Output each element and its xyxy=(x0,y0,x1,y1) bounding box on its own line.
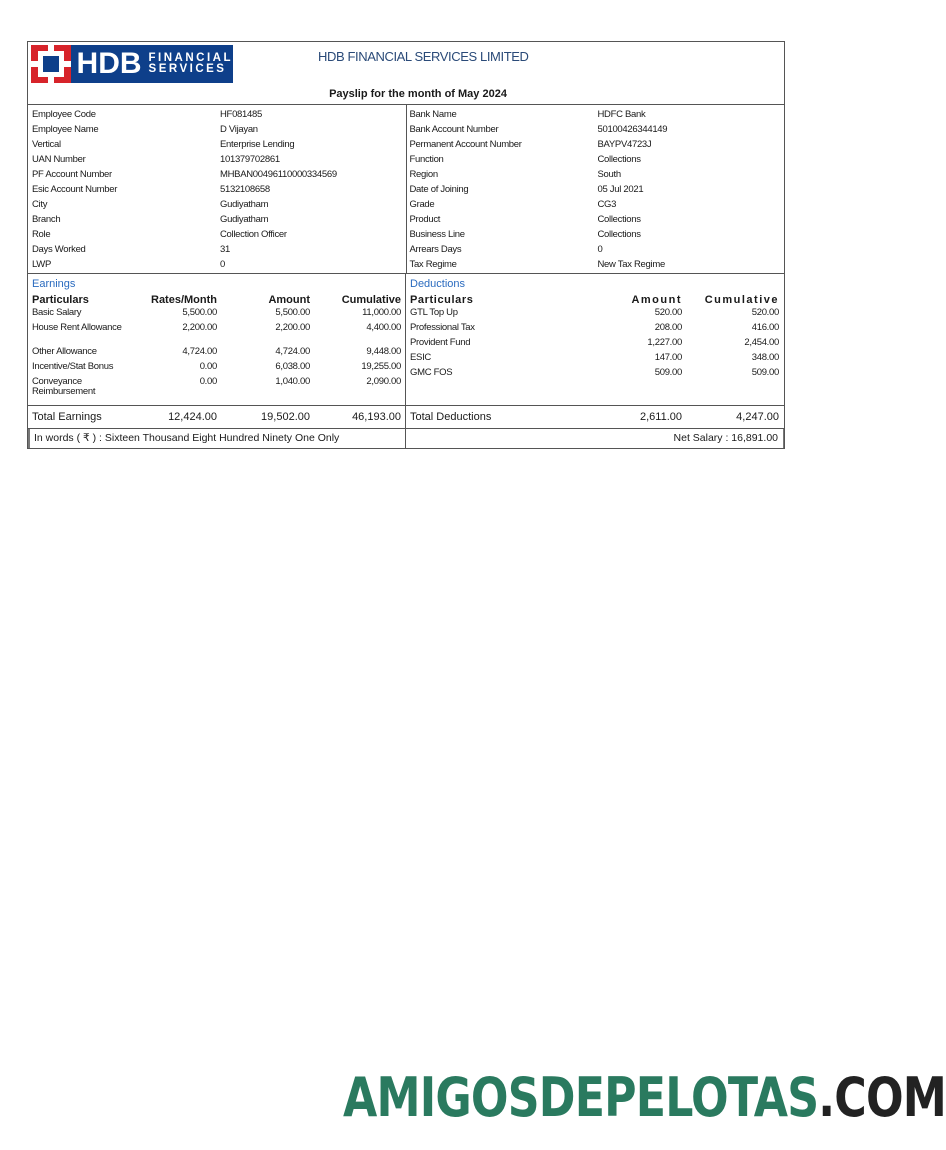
info-value: Enterprise Lending xyxy=(220,139,295,150)
summary-row xyxy=(28,428,784,448)
earning-rate: 4,724.00 xyxy=(182,346,217,357)
info-row xyxy=(28,137,406,152)
info-value: D Vijayan xyxy=(220,124,258,135)
total-deductions-cumulative: 4,247.00 xyxy=(736,411,779,423)
info-label: Bank Name xyxy=(409,109,457,120)
info-label: Employee Name xyxy=(32,124,99,135)
total-earnings-rate: 12,424.00 xyxy=(168,411,217,423)
col-particulars: Particulars xyxy=(32,294,89,306)
deductions-row xyxy=(406,308,784,323)
info-value: Collection Officer xyxy=(220,229,287,240)
info-value: Gudiyatham xyxy=(220,214,269,225)
earning-amount: 5,500.00 xyxy=(275,307,310,318)
watermark-tld: .COM xyxy=(818,1066,946,1129)
earning-rate: 0.00 xyxy=(199,376,217,387)
info-value: 05 Jul 2021 xyxy=(597,184,644,195)
total-earnings-label: Total Earnings xyxy=(32,411,102,423)
info-value: Collections xyxy=(597,214,641,225)
net-salary: Net Salary : 16,891.00 xyxy=(406,429,784,448)
info-label: Employee Code xyxy=(32,109,96,120)
info-value: CG3 xyxy=(597,199,617,210)
earning-name: House Rent Allowance xyxy=(32,322,122,333)
earnings-deductions xyxy=(28,274,784,405)
deductions-row xyxy=(406,338,784,353)
info-row xyxy=(28,227,406,242)
info-label: Arrears Days xyxy=(409,244,462,255)
earning-cumulative: 19,255.00 xyxy=(361,361,401,372)
watermark xyxy=(343,1066,946,1129)
info-label: Function xyxy=(409,154,444,165)
deduction-cumulative: 520.00 xyxy=(751,307,779,318)
deductions-section xyxy=(406,274,784,405)
deduction-amount: 1,227.00 xyxy=(647,337,682,348)
earnings-row xyxy=(28,347,405,362)
earning-cumulative: 4,400.00 xyxy=(366,322,401,333)
earnings-header xyxy=(28,292,405,308)
info-row xyxy=(407,197,785,212)
deduction-amount: 208.00 xyxy=(654,322,682,333)
info-label: Grade xyxy=(409,199,435,210)
deduction-name: GMC FOS xyxy=(410,367,453,378)
info-row xyxy=(28,197,406,212)
info-label: PF Account Number xyxy=(32,169,112,180)
info-row xyxy=(28,107,406,122)
info-value: Collections xyxy=(597,154,641,165)
total-deductions-amount: 2,611.00 xyxy=(639,411,682,423)
info-row xyxy=(407,212,785,227)
earning-rate: 5,500.00 xyxy=(182,307,217,318)
earning-cumulative: 9,448.00 xyxy=(366,346,401,357)
totals-row xyxy=(28,405,784,428)
earnings-section xyxy=(28,274,406,405)
info-row xyxy=(28,242,406,257)
payslip-header xyxy=(28,42,784,105)
earning-rate: 2,200.00 xyxy=(182,322,217,333)
earning-cumulative: 2,090.00 xyxy=(366,376,401,387)
info-value: Collections xyxy=(597,229,641,240)
info-row xyxy=(407,257,785,272)
earning-cumulative: 11,000.00 xyxy=(362,307,401,318)
earning-name: Basic Salary xyxy=(32,307,82,318)
info-value: BAYPV4723J xyxy=(597,139,652,150)
info-row xyxy=(407,152,785,167)
watermark-main: AMIGOSDEPELOTAS xyxy=(343,1066,819,1129)
info-row xyxy=(407,107,785,122)
total-earnings xyxy=(28,406,406,428)
info-value: 0 xyxy=(597,244,603,255)
info-row xyxy=(28,167,406,182)
info-row xyxy=(28,212,406,227)
col-amount: Amount xyxy=(631,294,682,306)
info-value: South xyxy=(597,169,621,180)
earning-amount: 4,724.00 xyxy=(275,346,310,357)
company-logo xyxy=(31,45,233,83)
info-label: City xyxy=(32,199,48,210)
earning-name: Conveyance Reimbursement xyxy=(32,376,96,397)
info-label: Branch xyxy=(32,214,61,225)
col-rates: Rates/Month xyxy=(151,294,217,306)
info-label: Product xyxy=(409,214,441,225)
info-label: Tax Regime xyxy=(409,259,457,270)
info-label: Permanent Account Number xyxy=(409,139,522,150)
earning-name: Other Allowance xyxy=(32,346,97,357)
info-row xyxy=(28,152,406,167)
info-value: 101379702861 xyxy=(220,154,280,165)
info-label: UAN Number xyxy=(32,154,86,165)
info-value: HF081485 xyxy=(220,109,262,120)
logo-subtitle xyxy=(149,53,233,75)
deductions-title: Deductions xyxy=(410,278,466,290)
col-cumulative: Cumulative xyxy=(341,294,401,306)
payslip-period: Payslip for the month of May 2024 xyxy=(329,88,507,100)
deduction-amount: 509.00 xyxy=(654,367,682,378)
earnings-row xyxy=(28,362,405,377)
info-label: Days Worked xyxy=(32,244,86,255)
info-row xyxy=(407,227,785,242)
deduction-amount: 520.00 xyxy=(654,307,682,318)
deduction-cumulative: 416.00 xyxy=(751,322,779,333)
total-earnings-cumulative: 46,193.00 xyxy=(352,411,401,423)
info-value: 5132108658 xyxy=(220,184,270,195)
info-row xyxy=(407,137,785,152)
earnings-title: Earnings xyxy=(32,278,76,290)
col-amount: Amount xyxy=(268,294,310,306)
amount-in-words: In words ( ₹ ) : Sixteen Thousand Eight Hundred Ninety One Only xyxy=(28,429,406,448)
earning-name: Incentive/Stat Bonus xyxy=(32,361,114,372)
info-row xyxy=(407,167,785,182)
info-value: HDFC Bank xyxy=(597,109,646,120)
info-value: 0 xyxy=(220,259,225,270)
logo-sub1: FINANCIAL xyxy=(148,52,233,64)
info-label: Role xyxy=(32,229,51,240)
company-name: HDB FINANCIAL SERVICES LIMITED xyxy=(318,49,529,64)
info-label: Vertical xyxy=(32,139,61,150)
employee-info-left xyxy=(28,105,407,273)
info-value: Gudiyatham xyxy=(220,199,269,210)
deduction-name: Professional Tax xyxy=(410,322,475,333)
deduction-name: Provident Fund xyxy=(410,337,471,348)
employee-info xyxy=(28,105,784,274)
deduction-cumulative: 509.00 xyxy=(751,367,779,378)
col-cumulative: Cumulative xyxy=(704,294,779,306)
earnings-row xyxy=(28,323,405,347)
earning-amount: 1,040.00 xyxy=(275,376,310,387)
info-row xyxy=(28,122,406,137)
info-row xyxy=(28,257,406,272)
earnings-row xyxy=(28,377,405,399)
info-row xyxy=(407,182,785,197)
info-value: 50100426344149 xyxy=(597,124,668,135)
logo-brand: HDB xyxy=(76,47,142,80)
earning-amount: 2,200.00 xyxy=(275,322,310,333)
info-label: Esic Account Number xyxy=(32,184,118,195)
deductions-row xyxy=(406,353,784,368)
info-row xyxy=(407,122,785,137)
earning-amount: 6,038.00 xyxy=(275,361,310,372)
deductions-row xyxy=(406,323,784,338)
earnings-row xyxy=(28,308,405,323)
deduction-cumulative: 2,454.00 xyxy=(744,337,779,348)
total-deductions-label: Total Deductions xyxy=(410,411,492,423)
deduction-cumulative: 348.00 xyxy=(751,352,779,363)
deduction-name: GTL Top Up xyxy=(410,307,458,318)
col-particulars: Particulars xyxy=(410,294,474,306)
deduction-amount: 147.00 xyxy=(654,352,682,363)
info-value: 31 xyxy=(220,244,230,255)
info-label: Date of Joining xyxy=(409,184,469,195)
info-label: Business Line xyxy=(409,229,465,240)
info-label: Region xyxy=(409,169,438,180)
total-earnings-amount: 19,502.00 xyxy=(261,411,310,423)
employee-info-right xyxy=(407,105,785,273)
info-row xyxy=(407,242,785,257)
logo-sub2: SERVICES xyxy=(148,63,227,75)
deductions-row xyxy=(406,368,784,383)
info-value: MHBAN00496110000334569 xyxy=(220,169,337,180)
total-deductions xyxy=(406,406,784,428)
info-label: LWP xyxy=(32,259,51,270)
info-label: Bank Account Number xyxy=(409,124,499,135)
payslip xyxy=(27,41,785,449)
info-value: New Tax Regime xyxy=(597,259,665,270)
deductions-header xyxy=(406,292,784,308)
hdb-logo-mark-icon xyxy=(31,45,71,83)
info-row xyxy=(28,182,406,197)
deduction-name: ESIC xyxy=(410,352,431,363)
earning-rate: 0.00 xyxy=(199,361,217,372)
